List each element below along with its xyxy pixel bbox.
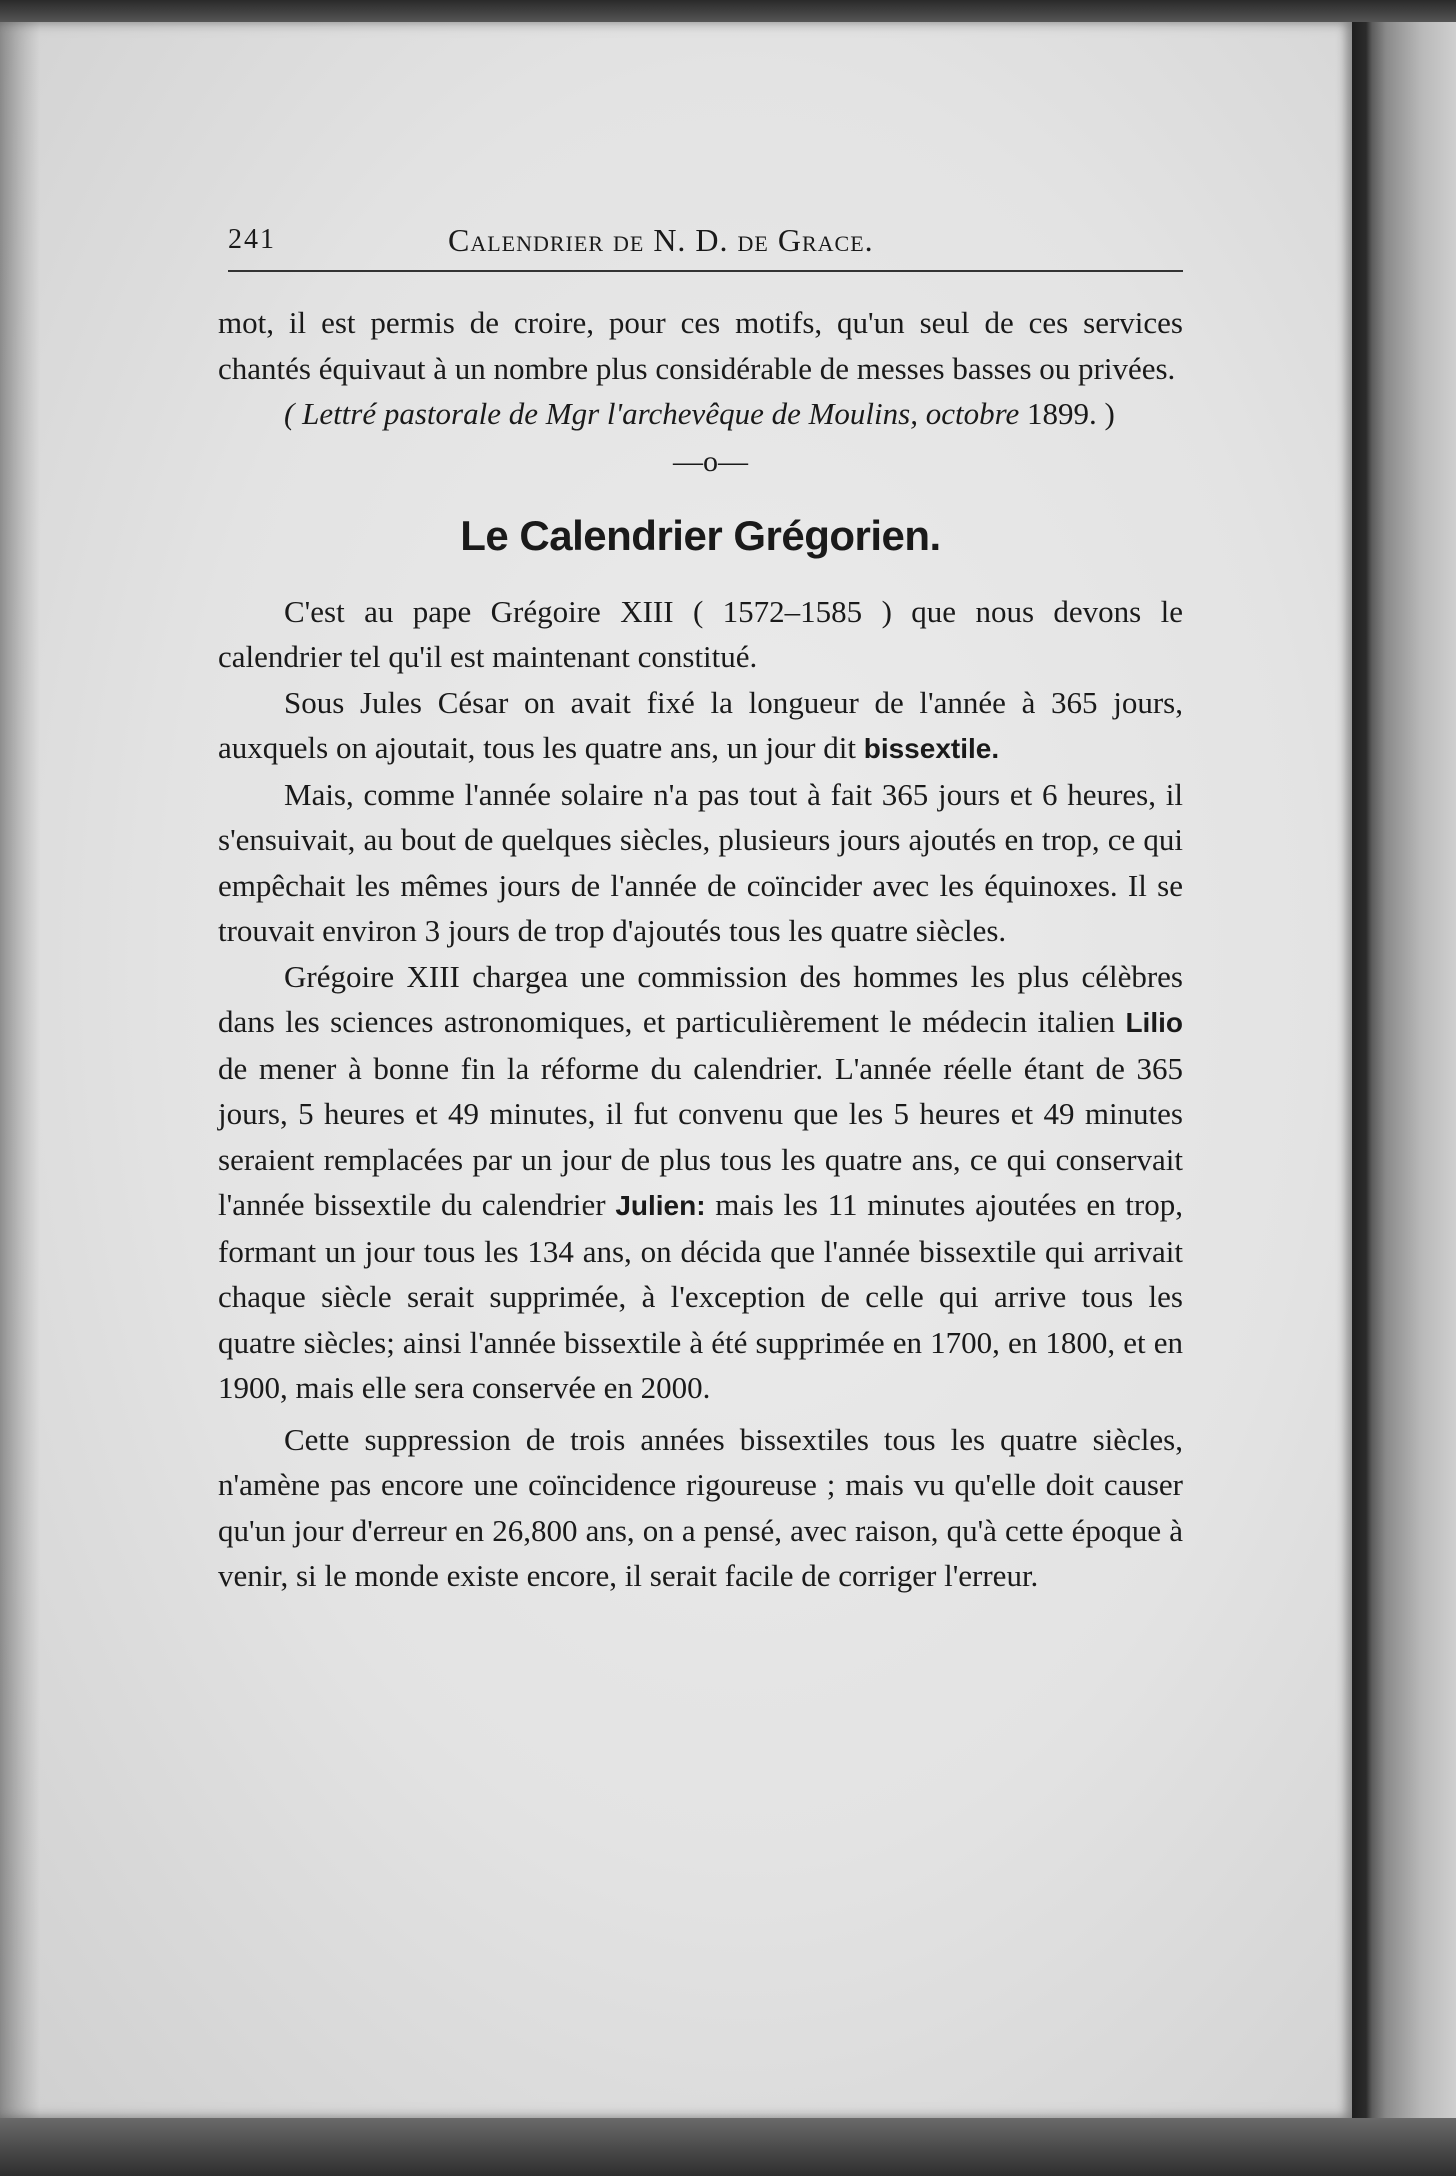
- paragraph-5: Cette suppression de trois années bissextiles tous les quatre siècles, n'amène pas encore une coïncidence rigoureuse ; mais vu qu'elle doit causer qu'un jour d'erreur en 26,800 ans, on a pensé, avec raison, qu'à cette époque à venir, si le monde existe encore, il serait facile de corriger l'erreur.: [218, 1421, 1183, 1593]
- citation-year: 1899. ): [1027, 396, 1115, 431]
- scan-border-top: [0, 0, 1456, 22]
- paragraph-3: Mais, comme l'année solaire n'a pas tout à fait 365 jours et 6 heures, il s'ensuivait, au bout de quelques siècles, plusieurs jours ajoutés en trop, ce qui empêchait les mêmes jours de l'année de coïncider avec les équinoxes. Il se trouvait environ 3 jours de trop d'ajoutés tous les quatre siècles.: [218, 776, 1183, 948]
- term-julien: Julien:: [615, 1190, 706, 1221]
- page-body: [218, 300, 1183, 1599]
- citation: [218, 391, 1183, 437]
- continued-paragraph: mot, il est permis de croire, pour ces motifs, qu'un seul de ces services chantés équivaut à un nombre plus considérable de messes basses ou privées.: [218, 305, 1183, 386]
- term-bissextile: bissextile.: [863, 733, 1000, 764]
- section-ornament: —o—: [673, 444, 748, 478]
- paragraph-4-text-c: mais les 11 minutes ajoutées en trop, formant un jour tous les 134 ans, on décida que l'année bissextile qui arrivait chaque siècle serait supprimée, à l'exception de celle qui arrive tous les quatre siècles; ainsi l'année bissextile à été supprimée en 1700, en 1800, et en 1900, mais elle sera conservée en 2000.: [218, 1187, 1183, 1405]
- header-rule: [228, 270, 1183, 272]
- citation-text: ( Lettré pastorale de Mgr l'archevêque de Moulins, octobre: [284, 396, 1020, 431]
- paragraph-4-text-b: de mener à bonne fin la réforme du calendrier. L'année réelle étant de 365 jours, 5 heures et 49 minutes, il fut convenu que les 5 heures et 49 minutes seraient remplacées par un jour de plus tous les quatre ans, ce qui conservait l'année bissextile du calendrier: [218, 1050, 1183, 1222]
- paragraph-2-text: Sous Jules César on avait fixé la longueur de l'année à 365 jours, auxquels on ajoutait, tous les quatre ans, un jour dit: [218, 684, 1183, 765]
- paragraph-4: [218, 954, 1183, 1411]
- paragraph-1: C'est au pape Grégoire XIII ( 1572–1585 ) que nous devons le calendrier tel qu'il est maintenant constitué.: [218, 593, 1183, 674]
- running-header: [228, 218, 1183, 268]
- section-title: Le Calendrier Grégorien.: [460, 511, 941, 559]
- facing-page-edge: [1352, 22, 1456, 2118]
- paragraph-4-text-a: Grégoire XIII chargea une commission des hommes les plus célèbres dans les sciences astronomiques, et particulièrement le médecin italien: [218, 958, 1183, 1039]
- scan-border-bottom: [0, 2118, 1456, 2176]
- page-gutter-shadow: [0, 22, 40, 2118]
- paragraph-2: [218, 680, 1183, 772]
- page-number: 241: [228, 224, 276, 255]
- name-lilio: Lilio: [1125, 1007, 1183, 1038]
- running-title: Calendrier de N. D. de Grace.: [448, 222, 874, 258]
